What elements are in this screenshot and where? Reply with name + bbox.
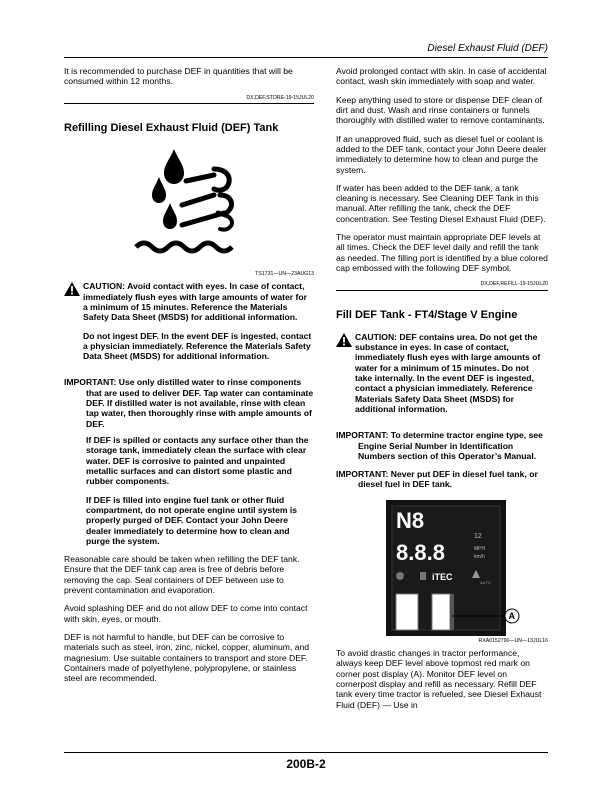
indicator-icon — [396, 572, 404, 580]
caution-text: CAUTION: DEF contains urea. Do not get the substance in eyes. In case of contact, immediately flush eyes with large amounts of water for a minimum of 15 minutes. Do not take internally. In the event DEF is ingested, contact a physician immediately. Reference Materials Safety Data Sheet (MSDS) for additional information. — [355, 331, 541, 414]
important-text-spill: If DEF is spilled or contacts any surface other than the storage tank, immediately clean the surface with clear water. DEF is corrosive to painted and unpainted metallic surfaces and can distort some plastic and rubber components. — [86, 435, 309, 487]
liquid-hazard-icon — [64, 145, 314, 271]
reference-code: DX,DEF,REFILL-19-15JUL20 — [480, 281, 548, 288]
body-paragraph: If water has been added to the DEF tank, a tank cleaning is necessary. See Cleaning DEF Tank in this manual. After refilling the tank, check the DEF concentration. See Testing Diesel Exhaust Fluid (DEF). — [336, 182, 546, 224]
cornerpost-display-figure — [336, 498, 548, 638]
body-paragraph: DEF is not harmful to handle, but DEF can be corrosive to materials such as steel, iron, zinc, nickel, copper, aluminum, and magnesium. Use suitable containers to transport and store DEF. Containers made of polyethylene, polypropylene, or stainless steel are recommended. — [64, 632, 310, 684]
callout-a-label: A — [508, 610, 515, 621]
section-rule — [64, 103, 314, 104]
itec-label: iTEC — [432, 571, 453, 582]
important-block — [64, 377, 314, 546]
section-title-refilling: Refilling Diesel Exhaust Fluid (DEF) Tank — [64, 121, 279, 134]
important-block — [336, 469, 548, 490]
caution-block — [336, 332, 548, 423]
body-paragraph: Avoid prolonged contact with skin. In case of accidental contact, wash skin immediately with soap and water. — [336, 66, 547, 87]
auto-label: AUTO — [480, 579, 492, 585]
figure-reference: RXA0152790—UN—13JUL16 — [478, 637, 548, 644]
intro-paragraph: It is recommended to purchase DEF in quantities that will be consumed within 12 months. — [64, 66, 293, 87]
warning-triangle-icon — [64, 282, 80, 296]
lcd-speed-readout: 8.8.8 — [396, 539, 445, 565]
mph-unit-label: MPH — [474, 545, 486, 552]
header-rule — [64, 57, 548, 58]
caution-text-ingest: Do not ingest DEF. In the event DEF is ingested, contact a physician immediately. Reference the Materials Safety Data Sheet (MSDS) for additional information. — [83, 330, 312, 362]
body-paragraph: Keep anything used to store or dispense DEF clean of dirt and dust. Wash and rinse containers or funnels thoroughly with distilled water to remove contaminants. — [336, 94, 545, 126]
lcd-gear-readout: N8 — [396, 507, 425, 533]
fuel-level-bar — [396, 594, 418, 630]
body-paragraph: Avoid splashing DEF and do not allow DEF to come into contact with skin, eyes, or mouth. — [64, 603, 308, 624]
def-hazard-figure — [64, 145, 314, 271]
left-column — [64, 66, 314, 692]
important-block — [336, 430, 548, 461]
def-level-bar — [432, 594, 450, 630]
reference-code: DX,DEF,STORE-19-15JUL20 — [246, 94, 314, 101]
footer-rule — [64, 752, 548, 753]
def-level-marker — [450, 594, 454, 630]
important-text-never-mix: IMPORTANT: Never put DEF in diesel fuel tank, or diesel fuel in DEF tank. — [336, 469, 538, 490]
body-paragraph: To avoid drastic changes in tractor performance, always keep DEF level above topmost red mark on corner post display (A). Monitor DEF level on cornerpost display and refill as necessary. Refill DEF tank every time tractor is refueled, see Diesel Exhaust Fluid (DEF) — Use in — [336, 648, 542, 710]
warning-triangle-icon — [336, 333, 352, 347]
caution-text: CAUTION: Avoid contact with eyes. In case of contact, immediately flush eyes with large amounts of water for a minimum of 15 minutes. Reference the Materials Safety Data Sheet (MSDS) for additional information. — [83, 281, 307, 323]
important-text-fuel-tank: If DEF is filled into engine fuel tank or other fluid compartment, do not operate engine until system is properly purged of DEF. Contact your John Deere dealer immediately to determine how to clean and purge the system. — [86, 494, 298, 546]
right-column — [336, 66, 548, 718]
important-text: IMPORTANT: Use only distilled water to rinse components that are used to deliver DEF. Tap water can contaminate DEF. If distilled water is not available, rinse with clean tap water, then thoroughly rinse with ample amounts of DEF. — [64, 377, 314, 429]
section-rule — [336, 290, 548, 291]
body-paragraph: The operator must maintain appropriate DEF levels at all times. Check the DEF level daily and refill the tank as needed. The filling port is identified by a blue colored cap embossed with the following DEF symbol. — [336, 232, 548, 273]
important-text-engine-type: IMPORTANT: To determine tractor engine type, see Engine Serial Number in Identification Numbers section of this Operator’s Manual. — [336, 430, 543, 461]
gear-count-label: 12 — [474, 532, 482, 540]
figure-reference: TS1731—UN—23AUG13 — [255, 271, 314, 278]
section-title-fill-def: Fill DEF Tank - FT4/Stage V Engine — [336, 308, 518, 321]
def-symbol-icon — [420, 572, 426, 580]
body-paragraph: Reasonable care should be taken when refilling the DEF tank. Ensure that the DEF tank cap area is free of debris before removing the cap. Seal containers of DEF between use to prevent contamination and evaporation. — [64, 554, 300, 596]
cornerpost-display-illustration — [336, 498, 548, 638]
body-paragraph: If an unapproved fluid, such as diesel fuel or coolant is added to the DEF tank, contact your John Deere dealer immediately to determine how to clean and purge the system. — [336, 133, 547, 175]
kmh-unit-label: km/h — [474, 553, 485, 560]
page-number: 200B-2 — [286, 757, 326, 771]
running-header: Diesel Exhaust Fluid (DEF) — [427, 43, 548, 54]
caution-block — [64, 281, 314, 369]
